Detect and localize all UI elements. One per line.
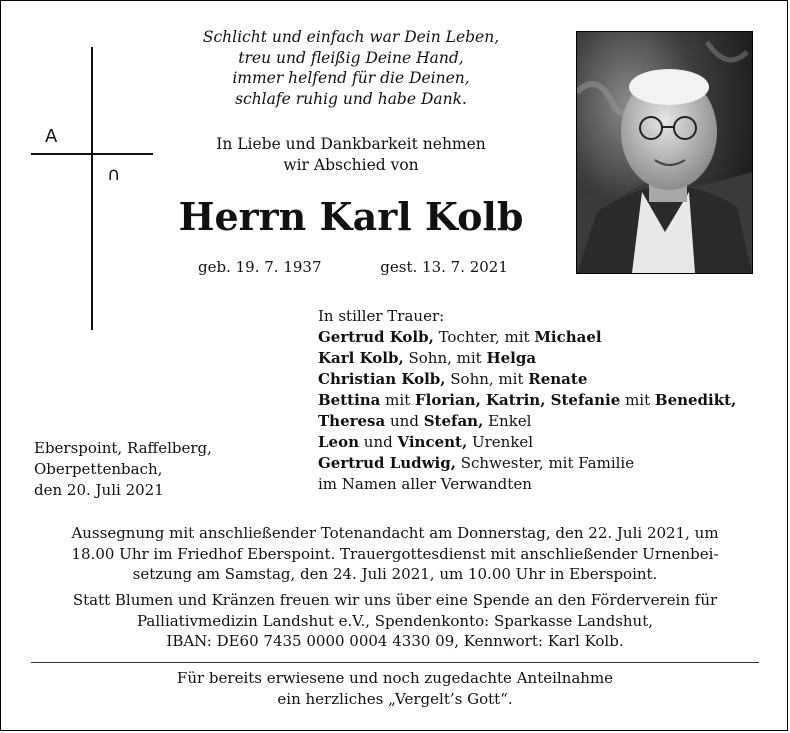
mourner-name: Helga	[486, 349, 537, 367]
place-line: Eberspoint, Raffelberg,	[34, 439, 212, 457]
intro-line: In Liebe und Dankbarkeit nehmen	[216, 135, 486, 153]
portrait-image	[577, 32, 752, 273]
cross-horizontal-bar	[31, 153, 153, 155]
mourner-relation: und	[385, 412, 424, 430]
mourner-line	[318, 453, 736, 474]
mourner-name: Karl Kolb,	[318, 349, 404, 367]
mourners-list	[318, 306, 736, 495]
thanks-line: ein herzliches „Vergelt’s Gott“.	[277, 689, 513, 708]
mourner-name: Florian, Katrin, Stefanie	[415, 391, 621, 409]
funeral-line: Aussegnung mit anschließender Totenandacht am Donnerstag, den 22. Juli 2021, um	[71, 524, 719, 542]
mourner-name: Benedikt,	[654, 391, 737, 409]
donation-line: Statt Blumen und Kränzen freuen wir uns über eine Spende an den Förderverein für	[72, 591, 718, 609]
mourner-line	[318, 390, 736, 411]
funeral-notice	[31, 523, 759, 585]
thanks-line: Für bereits erwiesene und noch zugedachte Anteilnahme	[176, 669, 614, 687]
mourner-line	[318, 474, 736, 495]
mourner-relation: und	[359, 433, 398, 451]
mourner-name: Bettina	[318, 391, 381, 409]
mourner-line	[318, 369, 736, 390]
mourner-name: Renate	[528, 370, 588, 388]
donation-line: IBAN: DE60 7435 0000 0004 4330 09, Kennwort: Karl Kolb.	[166, 632, 624, 650]
mourner-name: Gertrud Kolb,	[318, 328, 434, 346]
mourners-heading: In stiller Trauer:	[318, 307, 445, 325]
deceased-name: Herrn Karl Kolb	[178, 194, 524, 239]
mourner-line	[318, 432, 736, 453]
mourner-relation: Urenkel	[467, 433, 534, 451]
intro-line: wir Abschied von	[283, 155, 419, 174]
intro-text	[161, 134, 541, 175]
funeral-line: setzung am Samstag, den 24. Juli 2021, um 10.00 Uhr in Eberspoint.	[132, 565, 658, 583]
cross-vertical-bar	[91, 47, 93, 330]
poem-line: immer helfend für die Deinen,	[232, 69, 470, 87]
life-dates	[198, 258, 508, 276]
funeral-line: 18.00 Uhr im Friedhof Eberspoint. Trauergottesdienst mit anschließender Urnenbei-	[71, 544, 719, 563]
poem-line: treu und fleißig Deine Hand,	[238, 48, 464, 67]
mourner-relation: im Namen aller Verwandten	[318, 475, 532, 493]
omega-symbol: ∩	[107, 164, 121, 185]
poem-line: Schlicht und einfach war Dein Leben,	[202, 28, 500, 46]
mourner-name: Gertrud Ludwig,	[318, 454, 456, 472]
poem	[161, 27, 541, 109]
thanks-text	[31, 668, 759, 709]
place-line: Oberpettenbach,	[34, 460, 163, 478]
portrait-photo	[576, 31, 753, 274]
poem-line: schlafe ruhig und habe Dank.	[235, 89, 467, 108]
mourner-name: Leon	[318, 433, 360, 451]
mourner-name: Theresa	[318, 412, 386, 430]
donation-line: Palliativmedizin Landshut e.V., Spendenkonto: Sparkasse Landshut,	[136, 611, 654, 630]
place-and-date	[34, 438, 212, 501]
mourner-line	[318, 348, 736, 369]
mourner-relation: Sohn, mit	[445, 370, 529, 388]
mourner-name: Stefan,	[423, 412, 484, 430]
mourner-relation: Schwester, mit Familie	[455, 454, 635, 472]
alpha-symbol: A	[45, 126, 58, 147]
mourner-name: Michael	[534, 328, 602, 346]
mourner-relation: Enkel	[483, 412, 532, 430]
divider	[31, 662, 759, 663]
mourner-relation: Tochter, mit	[433, 328, 535, 346]
mourner-relation: mit	[380, 391, 415, 409]
mourner-line	[318, 411, 736, 432]
mourner-name: Christian Kolb,	[318, 370, 446, 388]
mourner-relation: Sohn, mit	[403, 349, 487, 367]
mourner-relation: mit	[620, 391, 655, 409]
mourner-name: Vincent,	[397, 433, 468, 451]
death-date: gest. 13. 7. 2021	[380, 258, 508, 276]
place-line: den 20. Juli 2021	[34, 481, 164, 499]
birth-date: geb. 19. 7. 1937	[198, 258, 322, 276]
mourner-line	[318, 327, 736, 348]
donation-notice	[31, 590, 759, 652]
